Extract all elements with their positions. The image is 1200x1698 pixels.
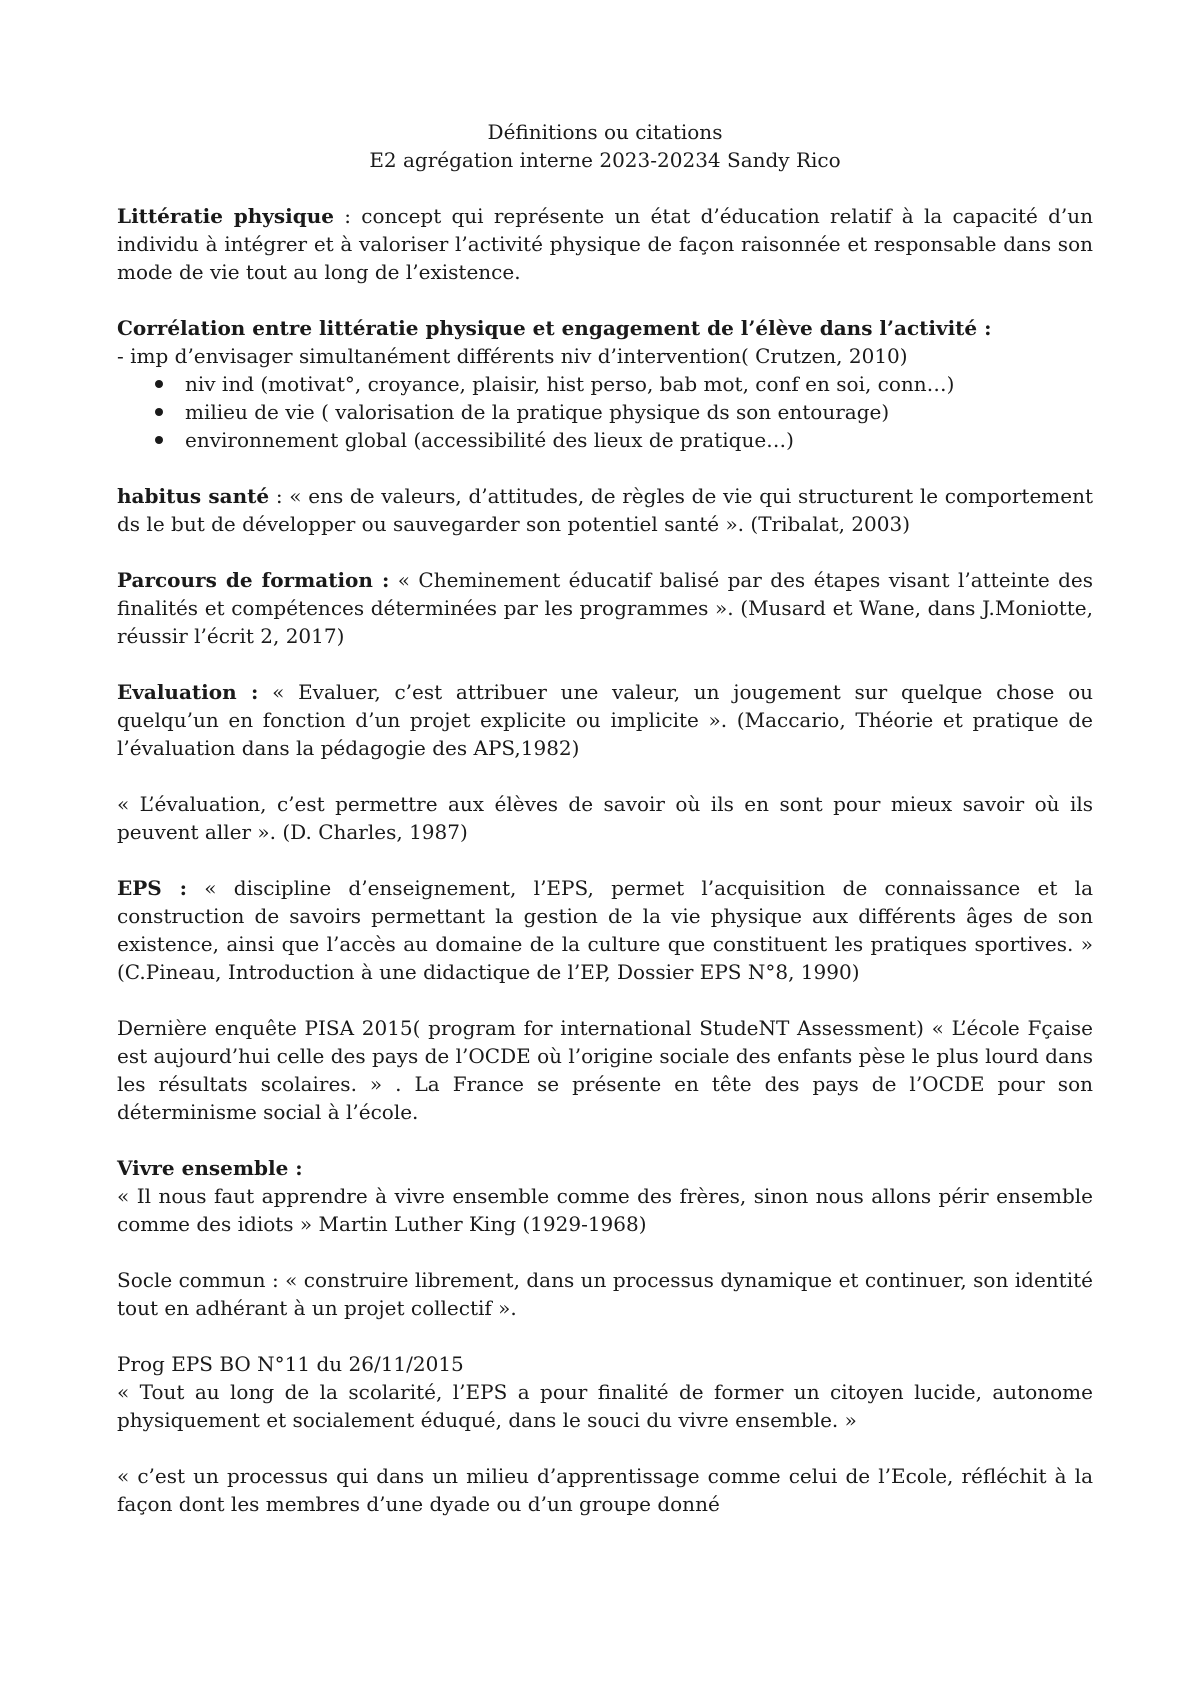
parcours-text: « Cheminement éducatif balisé par des étapes visant l’atteinte des finalités et compétences déterminées par les programmes ». (Musard et Wane, dans J.Moniotte, réussir l’écrit 2, 2017) bbox=[117, 568, 1094, 648]
habitus-paragraph bbox=[117, 482, 1093, 538]
bullet-icon bbox=[155, 436, 163, 444]
evaluation-term: Evaluation : bbox=[117, 680, 259, 704]
vivre-heading: Vivre ensemble : bbox=[117, 1156, 303, 1180]
list-item: environnement global (accessibilité des lieux de pratique…) bbox=[155, 426, 1093, 454]
prog-heading: Prog EPS BO N°11 du 26/11/2015 bbox=[117, 1352, 464, 1376]
document-page bbox=[117, 118, 1093, 1518]
litteratie-term: Littératie physique bbox=[117, 204, 335, 228]
evaluation-paragraph bbox=[117, 678, 1093, 762]
litteratie-text: : concept qui représente un état d’éducation relatif à la capacité d’un individu à intégrer et à valoriser l’activité physique de façon raisonnée et responsable dans son mode de vie tout au long de l’existence. bbox=[117, 204, 1094, 284]
eps-term: EPS : bbox=[117, 876, 187, 900]
document-title: Définitions ou citations bbox=[487, 120, 723, 144]
habitus-text: : « ens de valeurs, d’attitudes, de règles de vie qui structurent le comportement ds le but de développer ou sauvegarder son potentiel santé ». (Tribalat, 2003) bbox=[117, 484, 1093, 536]
correlation-intro: - imp d’envisager simultanément différents niv d’intervention( Crutzen, 2010) bbox=[117, 344, 908, 368]
vivre-quote: « Il nous faut apprendre à vivre ensemble comme des frères, sinon nous allons périr ensemble comme des idiots » Martin Luther King (1929-1968) bbox=[117, 1184, 1093, 1236]
pisa-paragraph: Dernière enquête PISA 2015( program for international StudeNT Assessment) « L’école Fçaise est aujourd’hui celle des pays de l’OCDE où l’origine sociale des enfants pèse le plus lourd dans les résultats scolaires. » . La France se présente en tête des pays de l’OCDE pour son déterminisme social à l’école. bbox=[117, 1016, 1093, 1124]
socle-paragraph: Socle commun : « construire librement, dans un processus dynamique et continuer, son identité tout en adhérant à un projet collectif ». bbox=[117, 1268, 1093, 1320]
correlation-heading: Corrélation entre littératie physique et engagement de l’élève dans l’activité : bbox=[117, 316, 992, 340]
parcours-paragraph bbox=[117, 566, 1093, 650]
eps-text: « discipline d’enseignement, l’EPS, permet l’acquisition de connaissance et la construction de savoirs permettant la gestion de la vie physique aux différents âges de son existence, ainsi que l’accès au domaine de la culture que constituent les pratiques sportives. » (C.Pineau, Introduction à une didactique de l’EP, Dossier EPS N°8, 1990) bbox=[117, 876, 1093, 984]
eps-paragraph bbox=[117, 874, 1093, 986]
bullet-icon bbox=[155, 380, 163, 388]
correlation-list bbox=[117, 370, 1093, 454]
evaluation-text: « Evaluer, c’est attribuer une valeur, un jougement sur quelque chose ou quelqu’un en fonction d’un projet explicite ou implicite ». (Maccario, Théorie et pratique de l’évaluation dans la pédagogie des APS,1982) bbox=[117, 680, 1094, 760]
parcours-term: Parcours de formation : bbox=[117, 568, 390, 592]
processus-paragraph: « c’est un processus qui dans un milieu d’apprentissage comme celui de l’Ecole, réfléchit à la façon dont les membres d’une dyade ou d’un groupe donné bbox=[117, 1464, 1093, 1516]
bullet-icon bbox=[155, 408, 163, 416]
document-subtitle: E2 agrégation interne 2023-20234 Sandy Rico bbox=[369, 148, 841, 172]
list-item: milieu de vie ( valorisation de la pratique physique ds son entourage) bbox=[155, 398, 1093, 426]
litteratie-paragraph bbox=[117, 202, 1093, 286]
evaluation-quote: « L’évaluation, c’est permettre aux élèves de savoir où ils en sont pour mieux savoir où ils peuvent aller ». (D. Charles, 1987) bbox=[117, 792, 1093, 844]
habitus-term: habitus santé bbox=[117, 484, 270, 508]
list-item: niv ind (motivat°, croyance, plaisir, hist perso, bab mot, conf en soi, conn…) bbox=[155, 370, 1093, 398]
prog-quote: « Tout au long de la scolarité, l’EPS a pour finalité de former un citoyen lucide, autonome physiquement et socialement éduqué, dans le souci du vivre ensemble. » bbox=[117, 1380, 1093, 1432]
